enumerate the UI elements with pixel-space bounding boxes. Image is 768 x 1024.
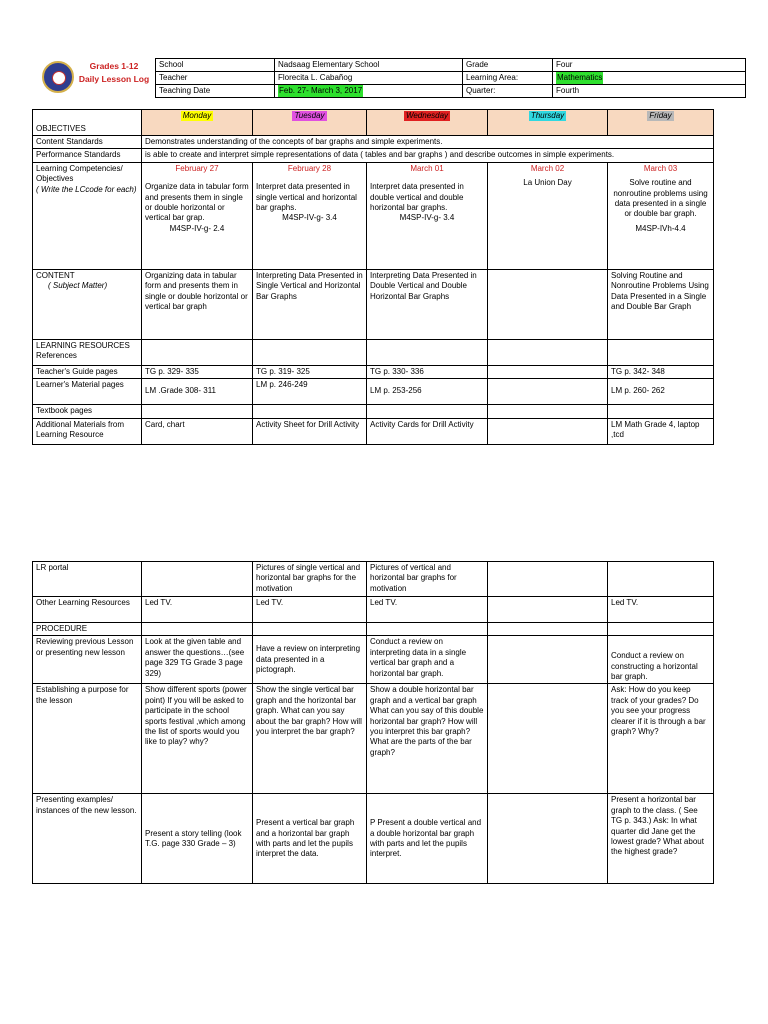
other-friday: Led TV. xyxy=(608,597,714,623)
content-wednesday: Interpreting Data Presented in Double Vertical and Double Horizontal Bar Graphs xyxy=(367,269,488,339)
examples-friday: Present a horizontal bar graph to the class. ( See TG p. 343.) Ask: In what quarter did Jane get the lowest grade? What about the highest grade? xyxy=(608,794,714,884)
review-monday: Look at the given table and answer the questions…(see page 329 TG Grade 3 page 329) xyxy=(142,636,253,684)
additional-tuesday: Activity Sheet for Drill Activity xyxy=(253,418,367,444)
content-standards-value: Demonstrates understanding of the concepts of bar graphs and simple experiments. xyxy=(142,136,714,149)
tg-monday: TG p. 329- 335 xyxy=(142,365,253,378)
purpose-row xyxy=(33,684,714,794)
performance-standards-label: Performance Standards xyxy=(33,149,142,162)
purpose-friday: Ask: How do you keep track of your grades? Do you see your progress clearer if it is through a bar graph? Why? xyxy=(608,684,714,794)
content-tuesday: Interpreting Data Presented in Single Vertical and Horizontal Bar Graphs xyxy=(253,269,367,339)
learning-resources-label: LEARNING RESOURCES xyxy=(36,340,130,350)
quarter-label: Quarter: xyxy=(463,85,553,98)
competency-friday xyxy=(608,162,714,269)
competency-wednesday xyxy=(367,162,488,269)
review-label: Reviewing previous Lesson or presenting new lesson xyxy=(33,636,142,684)
procedure-row xyxy=(33,623,714,636)
competency-friday-text: Solve routine and nonroutine problems using data presented in a single or double bar graph. xyxy=(613,178,708,219)
references-label: References xyxy=(36,351,77,361)
learners-material-label: Learner's Material pages xyxy=(33,379,142,405)
school-label: School xyxy=(156,59,275,72)
competency-monday-code: M4SP-IV-g- 2.4 xyxy=(169,223,225,233)
additional-materials-label: Additional Materials from Learning Resource xyxy=(33,418,142,444)
tg-wednesday: TG p. 330- 336 xyxy=(367,365,488,378)
date-tuesday: February 28 xyxy=(287,163,332,173)
day-wednesday: Wednesday xyxy=(405,111,449,120)
lm-friday: LM p. 260- 262 xyxy=(608,379,714,405)
textbook-label: Textbook pages xyxy=(33,405,142,418)
teaching-date-cell xyxy=(275,85,463,98)
other-resources-row xyxy=(33,597,714,623)
competency-tuesday xyxy=(253,162,367,269)
deped-seal-icon xyxy=(42,61,74,93)
learning-area-cell xyxy=(553,72,746,85)
content-note: ( Subject Matter) xyxy=(48,281,108,291)
day-header-friday xyxy=(608,110,714,136)
grade-value: Four xyxy=(553,59,746,72)
lr-portal-wednesday: Pictures of vertical and horizontal bar graphs for motivation xyxy=(367,562,488,597)
lm-wednesday: LM p. 253-256 xyxy=(367,379,488,405)
competency-thursday-text: La Union Day xyxy=(523,178,572,188)
teacher-label: Teacher xyxy=(156,72,275,85)
header-row xyxy=(156,85,746,98)
date-monday: February 27 xyxy=(175,163,219,173)
header-info-table xyxy=(155,58,746,98)
teachers-guide-label: Teacher's Guide pages xyxy=(33,365,142,378)
teaching-date-value: Feb. 27- March 3, 2017 xyxy=(279,86,363,95)
competency-tuesday-text: Interpret data presented in single vertical and horizontal bar graphs. xyxy=(256,182,357,212)
date-wednesday: March 01 xyxy=(410,163,444,173)
learning-area-value: Mathematics xyxy=(557,73,603,82)
competencies-label: Learning Competencies/ Objectives xyxy=(36,163,123,184)
brand-block xyxy=(76,60,152,86)
purpose-wednesday: Show a double horizontal bar graph and a vertical bar graph What can you say of this double horizontal bar graph? How will you interpret this bar graph? What are the parts of the bar graph? xyxy=(367,684,488,794)
school-value: Nadsaag Elementary School xyxy=(275,59,463,72)
learners-material-row xyxy=(33,379,714,405)
date-friday: March 03 xyxy=(643,163,678,173)
lesson-plan-table-1 xyxy=(32,109,714,445)
additional-wednesday: Activity Cards for Drill Activity xyxy=(367,418,488,444)
lesson-plan-table-2 xyxy=(32,561,714,884)
examples-tuesday: Present a vertical bar graph and a horizontal bar graph with parts and let the pupils interpret the data. xyxy=(253,794,367,884)
header-row xyxy=(156,72,746,85)
review-friday: Conduct a review on constructing a horizontal bar graph. xyxy=(608,636,714,684)
additional-monday: Card, chart xyxy=(142,418,253,444)
competency-tuesday-code: M4SP-IV-g- 3.4 xyxy=(282,213,337,223)
day-friday: Friday xyxy=(649,111,672,120)
day-header-tuesday xyxy=(253,110,367,136)
day-header-wednesday xyxy=(367,110,488,136)
examples-monday: Present a story telling (look T.G. page 330 Grade – 3) xyxy=(142,794,253,884)
content-standards-label: Content Standards xyxy=(33,136,142,149)
other-tuesday: Led TV. xyxy=(253,597,367,623)
competency-friday-code: M4SP-IVh-4.4 xyxy=(635,223,686,233)
additional-materials-row xyxy=(33,418,714,444)
content-friday: Solving Routine and Nonroutine Problems Using Data Presented in a Single and Double Bar Graph xyxy=(608,269,714,339)
date-thursday: March 02 xyxy=(530,163,565,173)
day-header-thursday xyxy=(488,110,608,136)
examples-label: Presenting examples/ instances of the new lesson. xyxy=(33,794,142,884)
day-header-row xyxy=(33,110,714,136)
purpose-monday: Show different sports (power point) If you will be asked to participate in the school sports festival ,which among the list of sports would you like to play? why? xyxy=(142,684,253,794)
competencies-row xyxy=(33,162,714,269)
content-thursday xyxy=(488,269,608,339)
teacher-value: Florecita L. Cabañog xyxy=(275,72,463,85)
day-monday: Monday xyxy=(182,111,212,120)
content-cell xyxy=(33,269,142,339)
lr-portal-tuesday: Pictures of single vertical and horizontal bar graphs for the motivation xyxy=(253,562,367,597)
review-row xyxy=(33,636,714,684)
content-label: CONTENT xyxy=(36,270,75,280)
learning-resources-cell xyxy=(33,339,142,365)
competency-monday xyxy=(142,162,253,269)
content-row xyxy=(33,269,714,339)
day-header-monday xyxy=(142,110,253,136)
learning-resources-row xyxy=(33,339,714,365)
lm-monday: LM .Grade 308- 311 xyxy=(142,379,253,405)
quarter-value: Fourth xyxy=(553,85,746,98)
competencies-note: ( Write the LCcode for each) xyxy=(36,184,137,194)
content-monday: Organizing data in tabular form and presents them in single or double horizontal or vertical bar graph xyxy=(142,269,253,339)
day-thursday: Thursday xyxy=(530,111,565,120)
lr-portal-label: LR portal xyxy=(33,562,142,597)
tg-thursday xyxy=(488,365,608,378)
competencies-cell xyxy=(33,162,142,269)
other-wednesday: Led TV. xyxy=(367,597,488,623)
brand-line-2: Daily Lesson Log xyxy=(78,74,150,84)
additional-thursday xyxy=(488,418,608,444)
examples-row xyxy=(33,794,714,884)
performance-standards-row xyxy=(33,149,714,162)
competency-thursday xyxy=(488,162,608,269)
content-standards-row xyxy=(33,136,714,149)
competency-wednesday-code: M4SP-IV-g- 3.4 xyxy=(399,213,455,223)
tg-friday: TG p. 342- 348 xyxy=(608,365,714,378)
textbook-row xyxy=(33,405,714,418)
purpose-tuesday: Show the single vertical bar graph and the horizontal bar graph. What can you say about the bar graph? How will you interpret the bar graph? xyxy=(253,684,367,794)
brand-line-1: Grades 1-12 xyxy=(89,61,139,71)
teaching-date-label: Teaching Date xyxy=(156,85,275,98)
lm-tuesday: LM p. 246-249 xyxy=(253,379,367,405)
teachers-guide-row xyxy=(33,365,714,378)
objectives-label: OBJECTIVES xyxy=(33,110,142,136)
tg-tuesday: TG p. 319- 325 xyxy=(253,365,367,378)
competency-wednesday-text: Interpret data presented in double vertical and double horizontal bar graphs. xyxy=(370,182,464,212)
purpose-label: Establishing a purpose for the lesson xyxy=(33,684,142,794)
other-monday: Led TV. xyxy=(142,597,253,623)
review-tuesday: Have a review on interpreting data presented in a pictograph. xyxy=(253,636,367,684)
other-resources-label: Other Learning Resources xyxy=(33,597,142,623)
performance-standards-value: is able to create and interpret simple representations of data ( tables and bar graphs ) and describe outcomes in simple experiments. xyxy=(142,149,714,162)
learning-area-label: Learning Area: xyxy=(463,72,553,85)
procedure-label: PROCEDURE xyxy=(33,623,142,636)
grade-label: Grade xyxy=(463,59,553,72)
lr-portal-row xyxy=(33,562,714,597)
additional-friday: LM Math Grade 4, laptop ,tcd xyxy=(608,418,714,444)
lm-thursday xyxy=(488,379,608,405)
lesson-log-header xyxy=(32,58,713,98)
review-wednesday: Conduct a review on interpreting data in a single vertical bar graph and a horizontal bar graph. xyxy=(367,636,488,684)
competency-monday-text: Organize data in tabular form and presents them in single or double horizontal or vertical bar grap. xyxy=(145,182,249,223)
header-row xyxy=(156,59,746,72)
examples-wednesday: P Present a double vertical and a double horizontal bar graph with parts and let the pupils interpret. xyxy=(367,794,488,884)
day-tuesday: Tuesday xyxy=(294,111,325,120)
